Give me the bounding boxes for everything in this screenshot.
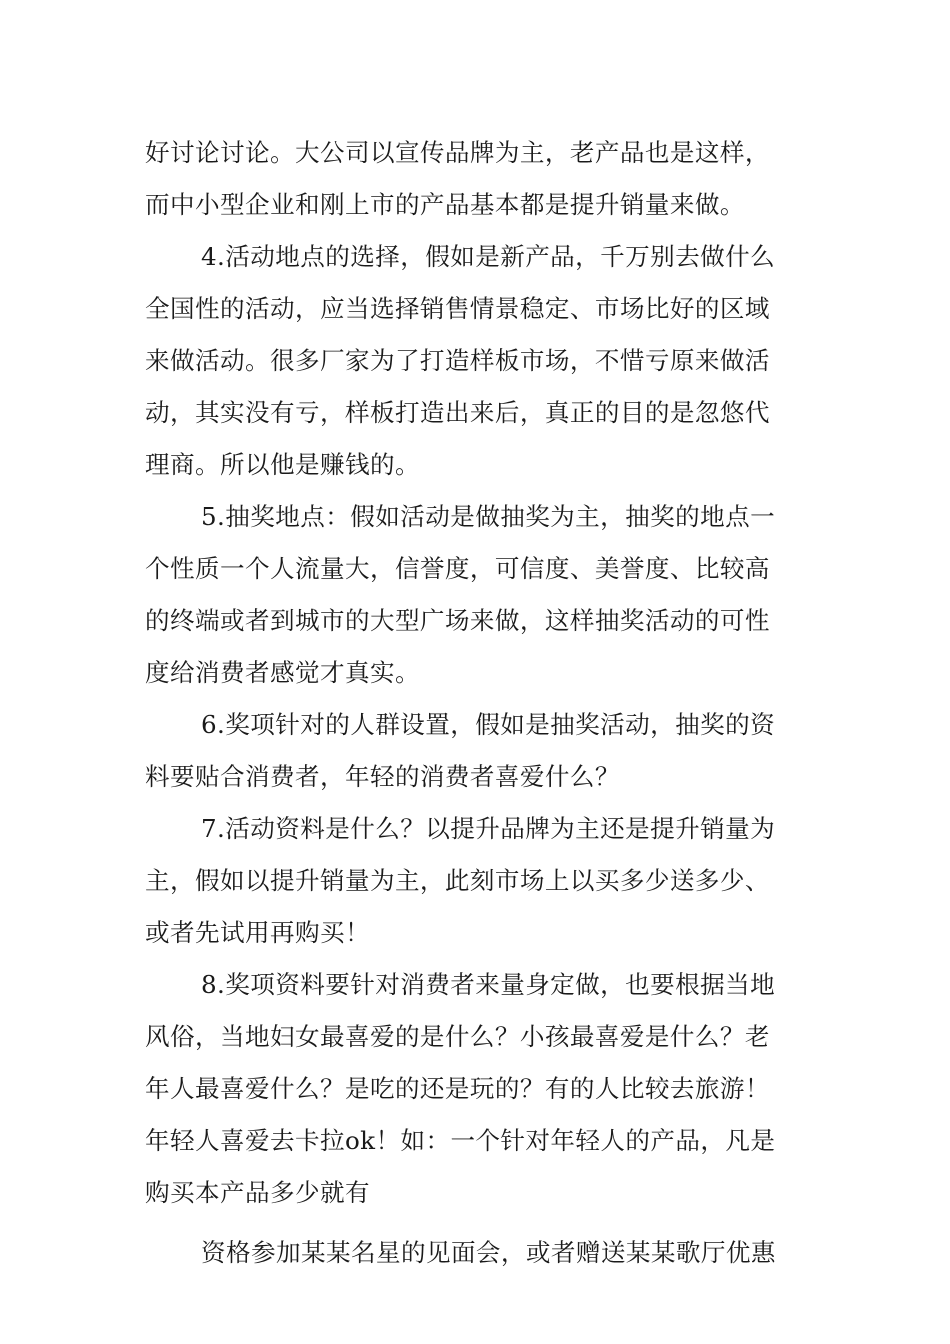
- text-line: 购买本产品多少就有: [145, 1178, 370, 1207]
- body-text: [145, 127, 810, 1279]
- text-line: 而中小型企业和刚上市的产品基本都是提升销量来做。: [145, 190, 745, 219]
- text-line: 资格参加某某名星的见面会，或者赠送某某歌厅优惠: [201, 1238, 776, 1267]
- text-line: 年轻人喜爱去卡拉ok！如：一个针对年轻人的产品，凡是: [145, 1126, 776, 1155]
- text-line: 的终端或者到城市的大型广场来做，这样抽奖活动的可性: [145, 606, 770, 635]
- text-line: 年人最喜爱什么？是吃的还是玩的？有的人比较去旅游！: [145, 1074, 770, 1103]
- text-line: 6.奖项针对的人群设置，假如是抽奖活动，抽奖的资: [201, 710, 776, 739]
- text-line: 风俗，当地妇女最喜爱的是什么？小孩最喜爱是什么？老: [145, 1022, 770, 1051]
- text-line: 度给消费者感觉才真实。: [145, 658, 420, 687]
- text-line: 来做活动。很多厂家为了打造样板市场，不惜亏原来做活: [145, 346, 770, 375]
- text-line: 理商。所以他是赚钱的。: [145, 450, 420, 479]
- text-line: 全国性的活动，应当选择销售情景稳定、市场比好的区域: [145, 294, 770, 323]
- text-line: 个性质一个人流量大，信誉度，可信度、美誉度、比较高: [145, 554, 770, 583]
- text-line: 主，假如以提升销量为主，此刻市场上以买多少送多少、: [145, 866, 770, 895]
- text-line: 4.活动地点的选择，假如是新产品，千万别去做什么: [201, 242, 776, 271]
- text-line: 8.奖项资料要针对消费者来量身定做，也要根据当地: [201, 970, 776, 999]
- text-line: 或者先试用再购买！: [145, 918, 370, 947]
- text-line: 5.抽奖地点：假如活动是做抽奖为主，抽奖的地点一: [201, 502, 776, 531]
- text-line: 好讨论讨论。大公司以宣传品牌为主，老产品也是这样，: [145, 138, 770, 167]
- text-line: 动，其实没有亏，样板打造出来后，真正的目的是忽悠代: [145, 398, 770, 427]
- text-line: 7.活动资料是什么？以提升品牌为主还是提升销量为: [201, 814, 776, 843]
- text-line: 料要贴合消费者，年轻的消费者喜爱什么？: [145, 762, 620, 791]
